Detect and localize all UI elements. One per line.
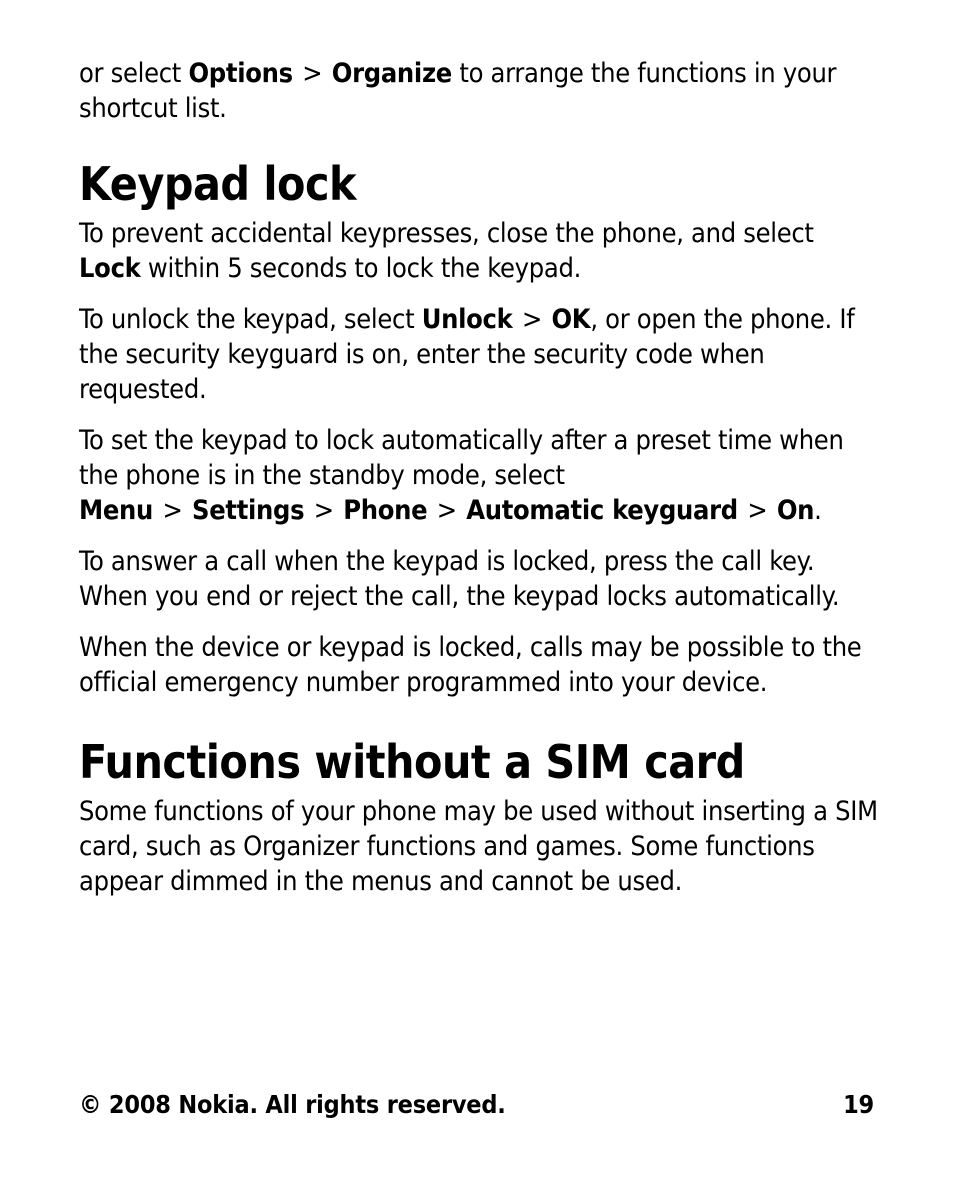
menu-separator: > (521, 304, 542, 335)
menu-separator: > (747, 495, 768, 526)
page-footer (79, 1089, 874, 1121)
on-menu-label: On (776, 495, 815, 526)
intro-text-1: or select (79, 58, 189, 89)
menu-label: Menu (79, 495, 154, 526)
unlock-menu-label: Unlock (421, 304, 513, 335)
intro-paragraph (79, 56, 879, 126)
menu-separator: > (436, 495, 457, 526)
lock-menu-label: Lock (79, 253, 141, 284)
menu-separator: > (302, 58, 323, 89)
keypad-lock-paragraph-4: To answer a call when the keypad is locked, press the call key. When you end or reject the call, the keypad locks automatically. (79, 546, 840, 612)
functions-without-sim-paragraph: Some functions of your phone may be used without inserting a SIM card, such as Organizer functions and games. Some functions appear dimmed in the menus and cannot be used. (79, 796, 878, 897)
keypad-lock-paragraph-2 (79, 302, 879, 407)
keypad-p1-text-2: within 5 seconds to lock the keypad. (140, 253, 581, 284)
keypad-lock-paragraph-3 (79, 423, 879, 528)
options-menu-label: Options (188, 58, 293, 89)
functions-without-sim-heading: Functions without a SIM card (79, 735, 745, 789)
keypad-p3-text-2: . (814, 495, 822, 526)
keypad-lock-paragraph-5: When the device or keypad is locked, calls may be possible to the official emergency number programmed into your device. (79, 632, 862, 698)
manual-page (79, 56, 879, 915)
copyright-notice: © 2008 Nokia. All rights reserved. (79, 1090, 506, 1119)
keypad-p1-text-1: To prevent accidental keypresses, close the phone, and select (79, 218, 814, 249)
keypad-lock-paragraph-1 (79, 216, 879, 286)
organize-menu-label: Organize (331, 58, 452, 89)
keypad-p3-text-1: To set the keypad to lock automatically after a preset time when the phone is in the standby mode, select (79, 425, 844, 491)
ok-menu-label: OK (551, 304, 591, 335)
keypad-p2-text-1: To unlock the keypad, select (79, 304, 422, 335)
phone-menu-label: Phone (343, 495, 428, 526)
menu-separator: > (313, 495, 334, 526)
keypad-lock-heading: Keypad lock (79, 157, 357, 211)
page-number: 19 (843, 1090, 874, 1119)
menu-separator: > (162, 495, 183, 526)
intro-text-2: to arrange the functions in your shortcut list. (79, 58, 837, 124)
keypad-p2-text-2: , or open the phone. If the security keyguard is on, enter the security code when requested. (79, 304, 855, 405)
settings-menu-label: Settings (192, 495, 305, 526)
automatic-keyguard-menu-label: Automatic keyguard (466, 495, 738, 526)
